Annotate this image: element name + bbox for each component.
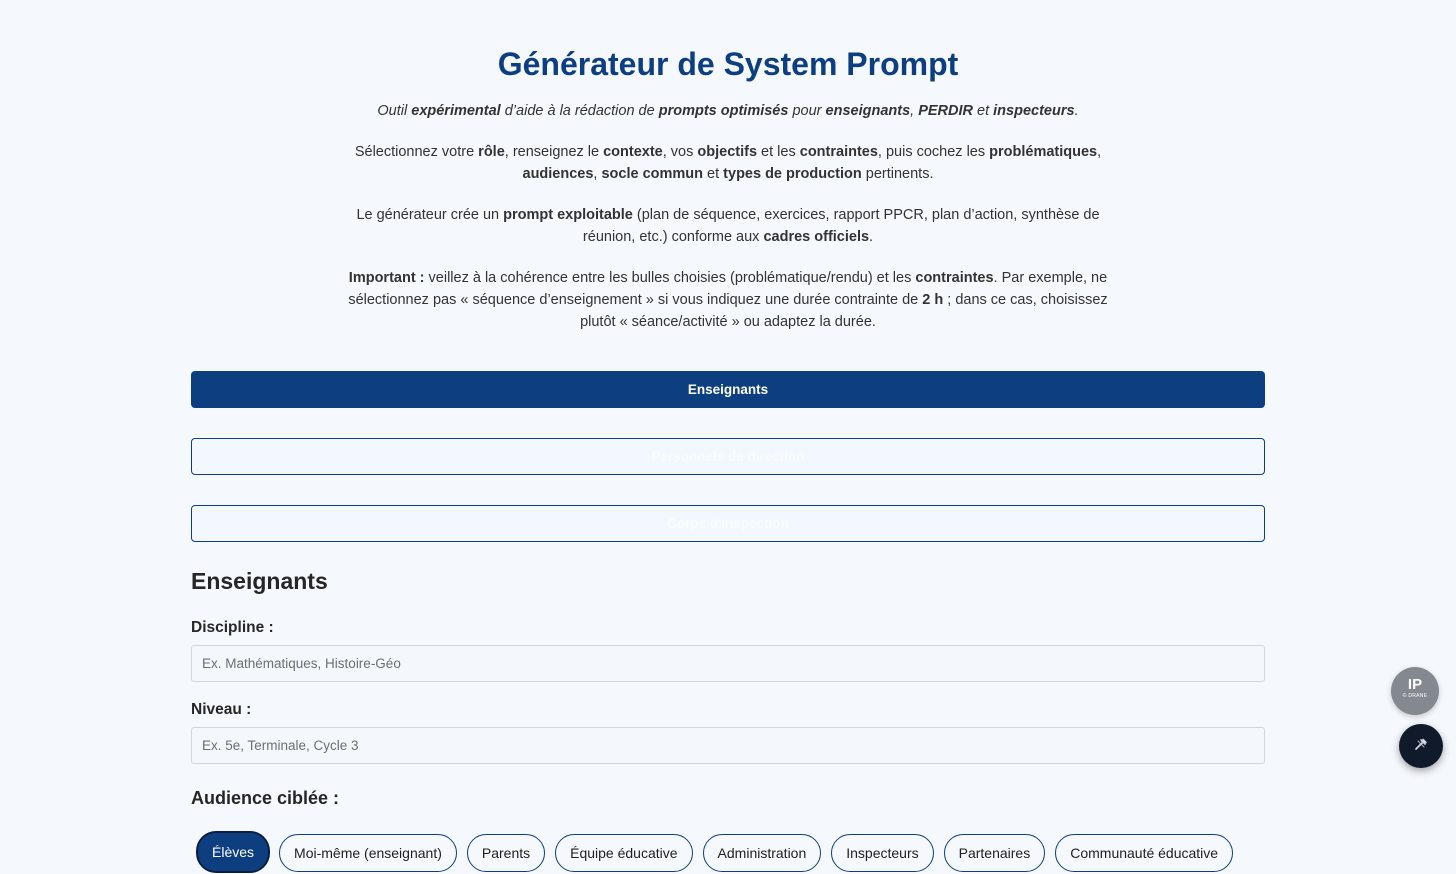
text-segment: Le générateur crée un [356,207,504,223]
role-button-corps-inspection[interactable]: Corps d'inspection [191,505,1265,542]
audience-chip-moi-meme[interactable]: Moi-même (enseignant) [279,834,457,872]
text-segment: et [973,103,994,119]
role-button-enseignants[interactable]: Enseignants [191,371,1265,408]
text-segment: contexte [603,144,663,160]
audience-chip-communaute-educative[interactable]: Communauté éducative [1055,834,1233,872]
audience-chip-inspecteurs[interactable]: Inspecteurs [831,834,933,872]
wrench-hammer-icon [1413,736,1429,757]
audience-chip-equipe-educative[interactable]: Équipe éducative [555,834,692,872]
text-segment: . [1074,103,1079,119]
text-segment: PERDIR [918,103,973,119]
intro-paragraph-2 [338,141,1118,185]
text-segment: . [869,229,874,245]
page-title: Générateur de System Prompt [497,46,959,82]
text-segment: inspecteurs [993,103,1075,119]
intro-paragraph-4 [338,267,1118,333]
text-segment: et [703,166,724,182]
text-segment: prompts optimisés [658,103,789,119]
audience-chips [191,834,1265,872]
niveau-input[interactable] [191,727,1265,764]
intro-paragraph-3 [338,204,1118,248]
text-segment: types de production [723,166,862,182]
discipline-input[interactable] [191,645,1265,682]
text-segment: , puis cochez les [877,144,990,160]
text-segment: problématiques [989,144,1098,160]
role-button-personnels-direction[interactable]: Personnels de direction [191,438,1265,475]
intro-text [338,100,1118,333]
text-segment: d’aide à la rédaction de [500,103,659,119]
text-segment: pertinents. [861,166,934,182]
text-segment: , vos [662,144,698,160]
text-segment: audiences [522,166,594,182]
audience-chip-parents[interactable]: Parents [467,834,545,872]
text-segment: cadres officiels [763,229,870,245]
audience-chip-partenaires[interactable]: Partenaires [944,834,1046,872]
audience-chip-eleves[interactable]: Élèves [197,832,269,872]
ip-badge-subtext: © DRANE [1402,693,1428,699]
text-segment: socle commun [601,166,704,182]
discipline-label: Discipline : [191,619,274,636]
text-segment: 2 h [922,292,944,308]
text-segment: objectifs [697,144,758,160]
audience-title: Audience ciblée : [191,788,340,808]
text-segment: Sélectionnez votre [354,144,479,160]
text-segment: pour [788,103,826,119]
section-title: Enseignants [191,568,328,594]
text-segment: , [1097,144,1102,160]
text-segment: contraintes [799,144,878,160]
text-segment: , [593,166,602,182]
text-segment: (plan de séquence, exercices, rapport PPCR, plan d’action, synthèse de réunion, etc.) conforme aux [582,207,1100,245]
text-segment: , renseignez le [504,144,604,160]
text-segment: . Par exemple, ne sélectionnez pas « séquence d’enseignement » si vous indiquez une durée contrainte de [348,270,1108,308]
text-segment: veillez à la cohérence entre les bulles choisies (problématique/rendu) et les [424,270,916,286]
audience-chip-administration[interactable]: Administration [703,834,822,872]
text-segment: expérimental [411,103,501,119]
niveau-label: Niveau : [191,701,252,718]
text-segment: rôle [478,144,505,160]
ip-badge-button[interactable] [1391,667,1439,715]
text-segment: et les [757,144,800,160]
text-segment: enseignants [825,103,911,119]
text-segment: ; dans ce cas, choisissez plutôt « séance/activité » ou adaptez la durée. [580,292,1108,330]
text-segment: , [910,103,919,119]
text-segment: Important : [348,270,425,286]
text-segment: prompt exploitable [503,207,633,223]
main-container [191,0,1265,872]
text-segment: contraintes [915,270,994,286]
intro-paragraph-1 [338,100,1118,122]
tools-button[interactable] [1399,724,1443,768]
text-segment: Outil [377,103,412,119]
ip-badge-text: IP [1407,676,1423,693]
